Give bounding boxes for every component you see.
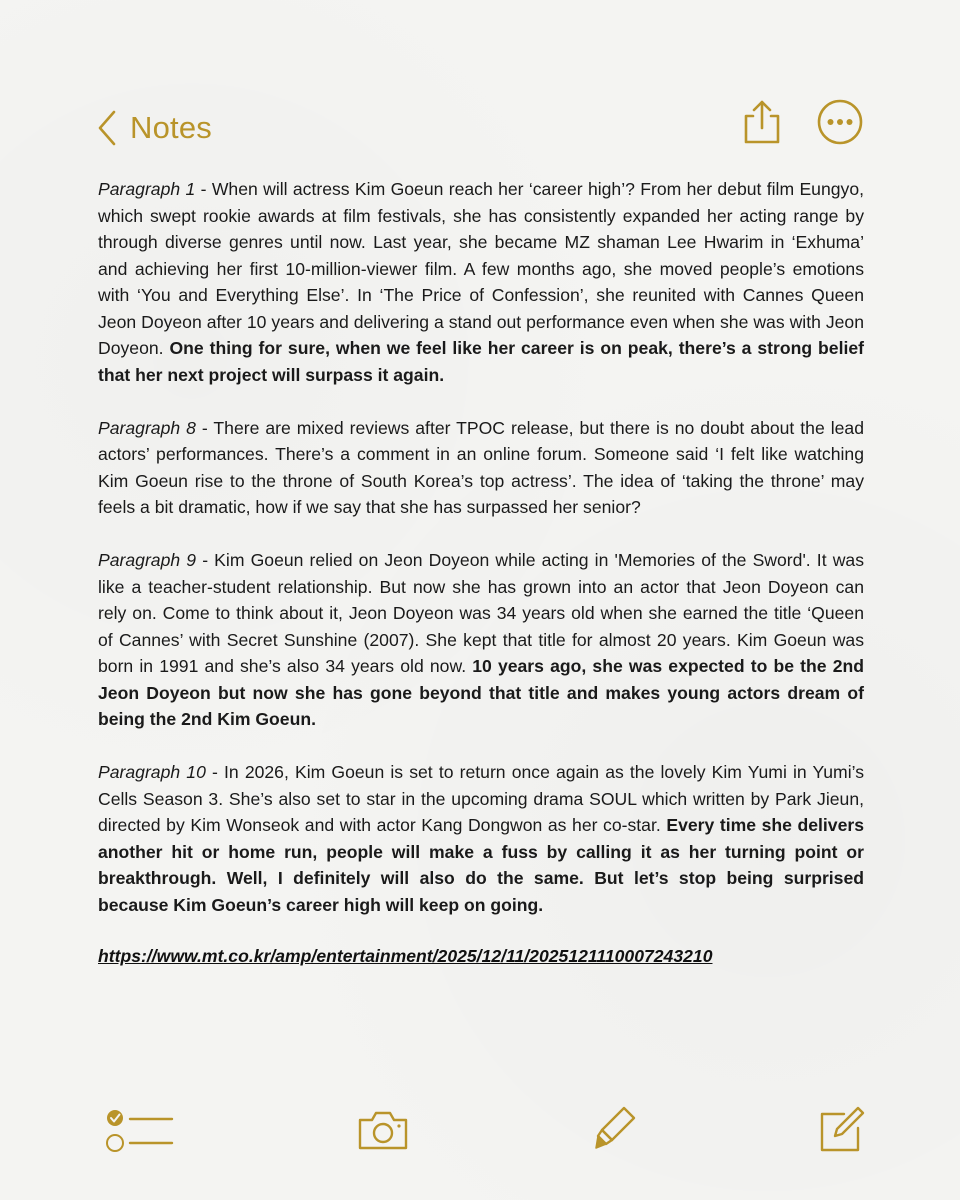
nav-bar (0, 96, 960, 160)
note-body[interactable] (98, 176, 864, 969)
compose-button[interactable] (818, 1104, 866, 1154)
more-icon (816, 98, 864, 146)
compose-icon (818, 1104, 866, 1154)
paragraph-label: Paragraph 10 (98, 762, 206, 782)
paragraph-bold-text: Every time she delivers another hit or home run, people will make a fuss by calling it as her turning point or breakthrough. Well, I definitely will also do the same. But let’s stop being surprised because Kim Goeun’s career high will keep on going. (98, 815, 865, 915)
paragraph-label: Paragraph 8 (98, 417, 196, 438)
paragraph-10 (98, 759, 864, 918)
paragraph-8 (98, 415, 864, 521)
pen-icon (594, 1104, 640, 1154)
paragraph-text: - There are mixed reviews after TPOC release, but there is no doubt about the lead actors’ performances. There’s a comment in an online forum. Someone said ‘I felt like watching Kim Goeun rise to the throne of South Korea’s top actress’. The idea of ‘taking the throne’ may feels a bit dramatic, how if we say that she has surpassed her senior? (98, 417, 864, 517)
more-button[interactable] (816, 98, 864, 146)
paragraph-label: Paragraph 9 (98, 550, 197, 570)
paragraph-bold-text: 10 years ago, she was expected to be the 2nd Jeon Doyeon but now she has gone beyond that title and makes young actors dream of being the 2nd Kim Goeun. (98, 656, 864, 729)
camera-icon (356, 1108, 410, 1152)
share-icon (740, 98, 784, 146)
checklist-icon (104, 1108, 176, 1154)
paragraph-text: - In 2026, Kim Goeun is set to return once again as the lovely Kim Yumi in Yumi’s Cells Season 3. She’s also set to star in the upcoming drama SOUL which written by Park Jieun, directed by Kim Wonseok and with actor Kang Dongwon as her co-star. (98, 762, 864, 835)
camera-button[interactable] (356, 1108, 410, 1152)
chevron-left-icon (96, 108, 118, 148)
paragraph-bold-text: One thing for sure, when we feel like her career is on peak, there’s a strong belief that her next project will surpass it again. (98, 338, 864, 385)
back-button[interactable] (96, 104, 212, 152)
bottom-toolbar (0, 1100, 960, 1160)
back-label: Notes (130, 110, 212, 145)
paragraph-text: - Kim Goeun relied on Jeon Doyeon while acting in 'Memories of the Sword'. It was like a teacher-student relationship. But now she has grown into an actor that Jeon Doyeon can rely on. Come to think about it, Jeon Doyeon was 34 years old when she earned the title ‘Queen of Cannes’ with Secret Sunshine (2007). She kept that title for almost 20 years. Kim Goeun was born in 1991 and she’s also 34 years old now. (98, 550, 864, 676)
markup-button[interactable] (594, 1104, 640, 1154)
paragraph-9 (98, 547, 864, 733)
checklist-button[interactable] (104, 1108, 176, 1154)
paragraph-text: - When will actress Kim Goeun reach her ‘career high’? From her debut film Eungyo, which swept rookie awards at film festivals, she has consistently expanded her acting range by through diverse genres until now. Last year, she became MZ shaman Lee Hwarim in ‘Exhuma’ and achieving her first 10-million-viewer film. A few months ago, she moved people’s emotions with ‘You and Everything Else’. In ‘The Price of Confession’, she reunited with Cannes Queen Jeon Doyeon after 10 years and delivering a stand out performance even when she was with Jeon Doyeon. (98, 179, 865, 358)
source-link[interactable]: https://www.mt.co.kr/amp/entertainment/2025/12/11/2025121110007243210 (98, 945, 713, 966)
paragraph-label: Paragraph 1 (98, 179, 196, 199)
paragraph-1 (98, 176, 864, 388)
share-button[interactable] (740, 98, 784, 146)
